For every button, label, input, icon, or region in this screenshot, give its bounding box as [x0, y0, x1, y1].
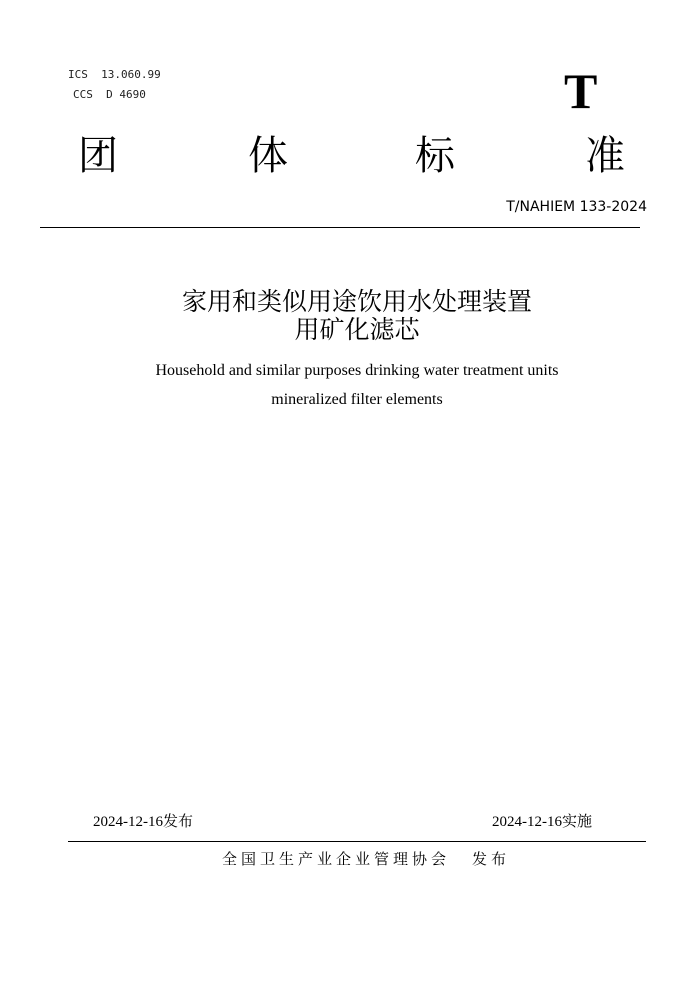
implementation-date: 2024-12-16实施 [492, 814, 592, 830]
english-title-line-1: Household and similar purposes drinking water treatment units [155, 362, 559, 379]
ics-code: ICS 13.060.99 [68, 68, 161, 81]
standard-type-char-4: 准 [585, 133, 625, 179]
publisher-name: 全国卫生产业企业管理协会 [222, 850, 451, 868]
chinese-title-line-1: 家用和类似用途饮用水处理装置 [181, 287, 532, 316]
footer-divider [68, 841, 646, 842]
ccs-code: CCS D 4690 [73, 88, 146, 101]
publish-label: 发布 [472, 850, 511, 868]
issue-date: 2024-12-16发布 [93, 814, 193, 830]
chinese-title-line-2: 用矿化滤芯 [294, 315, 420, 344]
standard-number: T/NAHIEM 133-2024 [506, 199, 647, 215]
english-title-line-2: mineralized filter elements [271, 391, 443, 408]
standard-type-char-1: 团 [78, 133, 118, 179]
standard-type-letter: T [564, 63, 598, 119]
header-divider [40, 227, 640, 228]
standard-type-char-2: 体 [248, 133, 288, 179]
standard-type-char-3: 标 [415, 133, 455, 179]
